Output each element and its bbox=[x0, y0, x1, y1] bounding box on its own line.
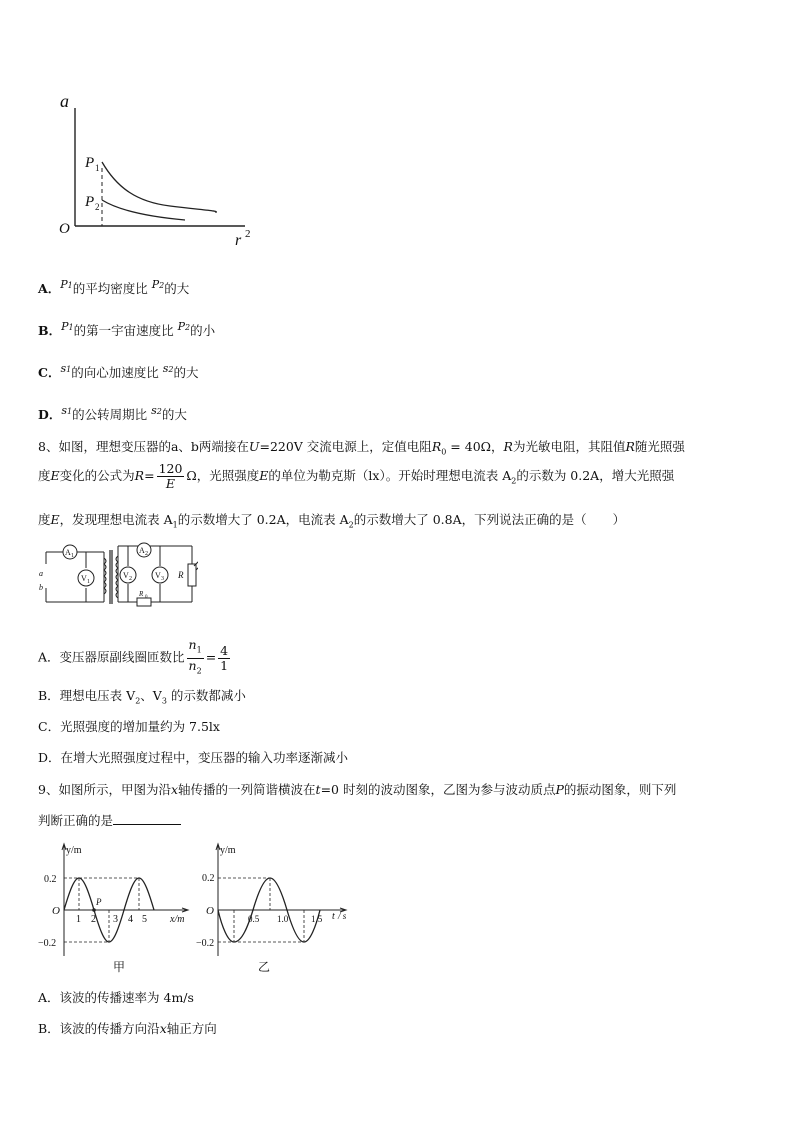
svg-text:x/m: x/m bbox=[170, 914, 185, 925]
resistance-fraction: $\frac{120}{E}$ bbox=[158, 461, 183, 491]
svg-text:2: 2 bbox=[91, 914, 96, 925]
q8-line-3: 度E，发现理想电流表 $A_1$的示数增大了 0.2A，电流表 $A_2$的示数增大了 0.8A，下列说法正确的是（ ） bbox=[38, 512, 626, 530]
q7-option-d: D．$^{s1}$的公转周期比 $^{s2}$的大 bbox=[38, 404, 187, 423]
q7-option-b: B．$^{P1}$的第一宇宙速度比 $^{P2}$的小 bbox=[38, 320, 216, 339]
x-axis-label: r bbox=[235, 232, 242, 249]
x-axis-exponent: 2 bbox=[245, 228, 251, 240]
svg-text:t: t bbox=[332, 911, 335, 922]
svg-text:A: A bbox=[65, 548, 71, 557]
svg-text:1: 1 bbox=[76, 914, 81, 925]
svg-text:A: A bbox=[139, 546, 145, 555]
svg-text:V: V bbox=[155, 571, 161, 580]
acceleration-graph bbox=[55, 90, 260, 250]
svg-text:2: 2 bbox=[145, 551, 148, 557]
transformer-circuit bbox=[38, 540, 198, 608]
svg-text:/ s: / s bbox=[338, 911, 347, 921]
svg-text:y/m: y/m bbox=[66, 845, 82, 856]
p2-label: P bbox=[85, 194, 95, 210]
q9-option-b: B．该波的传播方向沿x轴正方向 bbox=[38, 1021, 217, 1036]
svg-text:O: O bbox=[206, 905, 214, 917]
q8-option-b: B．理想电压表 $V_2$、$V_3$ 的示数都减小 bbox=[38, 688, 246, 706]
q8-option-c: C．光照强度的增加量约为 7.5lx bbox=[38, 719, 220, 734]
svg-text:1.5: 1.5 bbox=[311, 914, 323, 924]
svg-text:乙: 乙 bbox=[258, 960, 271, 974]
svg-text:R: R bbox=[139, 590, 144, 598]
q8-line-1: 8、如图，理想变压器的a、b两端接在U=220V 交流电源上，定值电阻$R_0 = 40\Omega$，R为光敏电阻，其阻值R随光照强 bbox=[38, 439, 685, 457]
svg-text:2: 2 bbox=[129, 576, 132, 582]
svg-text:b: b bbox=[39, 583, 43, 592]
q9-option-a: A．该波的传播速率为 4m/s bbox=[38, 990, 194, 1005]
svg-text:3: 3 bbox=[113, 914, 118, 925]
turns-ratio-fraction: $\frac{n_1}{n_2}$ bbox=[188, 637, 202, 675]
answer-blank[interactable] bbox=[113, 812, 181, 825]
curve-p1 bbox=[102, 162, 217, 212]
q7-option-a: A．$^{P1}$的平均密度比 $^{P2}$的大 bbox=[38, 278, 190, 297]
svg-text:0.2: 0.2 bbox=[202, 873, 215, 884]
wave-graph bbox=[36, 838, 196, 978]
svg-text:0.2: 0.2 bbox=[44, 874, 57, 885]
svg-text:1: 1 bbox=[87, 579, 90, 585]
q7-option-c: C．$^{s1}$的向心加速度比 $^{s2}$的大 bbox=[38, 362, 199, 381]
svg-text:5: 5 bbox=[142, 914, 147, 925]
origin-label: O bbox=[59, 221, 70, 237]
svg-text:1: 1 bbox=[71, 553, 74, 559]
q9-line-1: 9、如图所示，甲图为沿x轴传播的一列简谐横波在t=0 时刻的波动图象，乙图为参与波动质点P的振动图象，则下列 bbox=[38, 782, 677, 797]
q8-option-d: D．在增大光照强度过程中，变压器的输入功率逐渐减小 bbox=[38, 750, 349, 765]
svg-text:3: 3 bbox=[161, 576, 164, 582]
p2-sub: 2 bbox=[95, 202, 100, 212]
p1-sub: 1 bbox=[95, 163, 100, 173]
ratio-value-fraction: $\frac{4}{1}$ bbox=[220, 642, 229, 673]
y-axis-label: a bbox=[60, 91, 69, 111]
svg-text:−0.2: −0.2 bbox=[196, 938, 215, 949]
svg-text:V: V bbox=[81, 574, 87, 583]
q8-line-2: 度E变化的公式为R= $\frac{120}{E}$ Ω，光照强度E的单位为勒克斯（lx）。开始时理想电流表 $A_2$的示数为 0.2A，增大光照强 bbox=[38, 461, 675, 491]
svg-text:O: O bbox=[52, 905, 60, 917]
svg-text:V: V bbox=[123, 571, 129, 580]
svg-text:P: P bbox=[96, 897, 102, 907]
svg-text:R: R bbox=[178, 570, 184, 580]
svg-text:−0.2: −0.2 bbox=[38, 938, 57, 949]
curve-p2 bbox=[102, 200, 185, 220]
svg-text:0.5: 0.5 bbox=[248, 914, 260, 924]
vibration-graph bbox=[196, 838, 356, 978]
svg-text:4: 4 bbox=[128, 914, 133, 925]
svg-text:0: 0 bbox=[145, 595, 148, 600]
svg-text:a: a bbox=[39, 569, 43, 578]
q8-option-a: A．变压器原副线圈匝数比 $\frac{n_1}{n_2}$ = $\frac{4}{1}$ bbox=[38, 638, 232, 678]
q9-line-2: 判断正确的是 bbox=[38, 811, 181, 829]
svg-text:y/m: y/m bbox=[220, 845, 236, 856]
p1-label: P bbox=[85, 155, 95, 171]
svg-text:甲: 甲 bbox=[113, 960, 126, 974]
svg-text:1.0: 1.0 bbox=[277, 914, 289, 924]
